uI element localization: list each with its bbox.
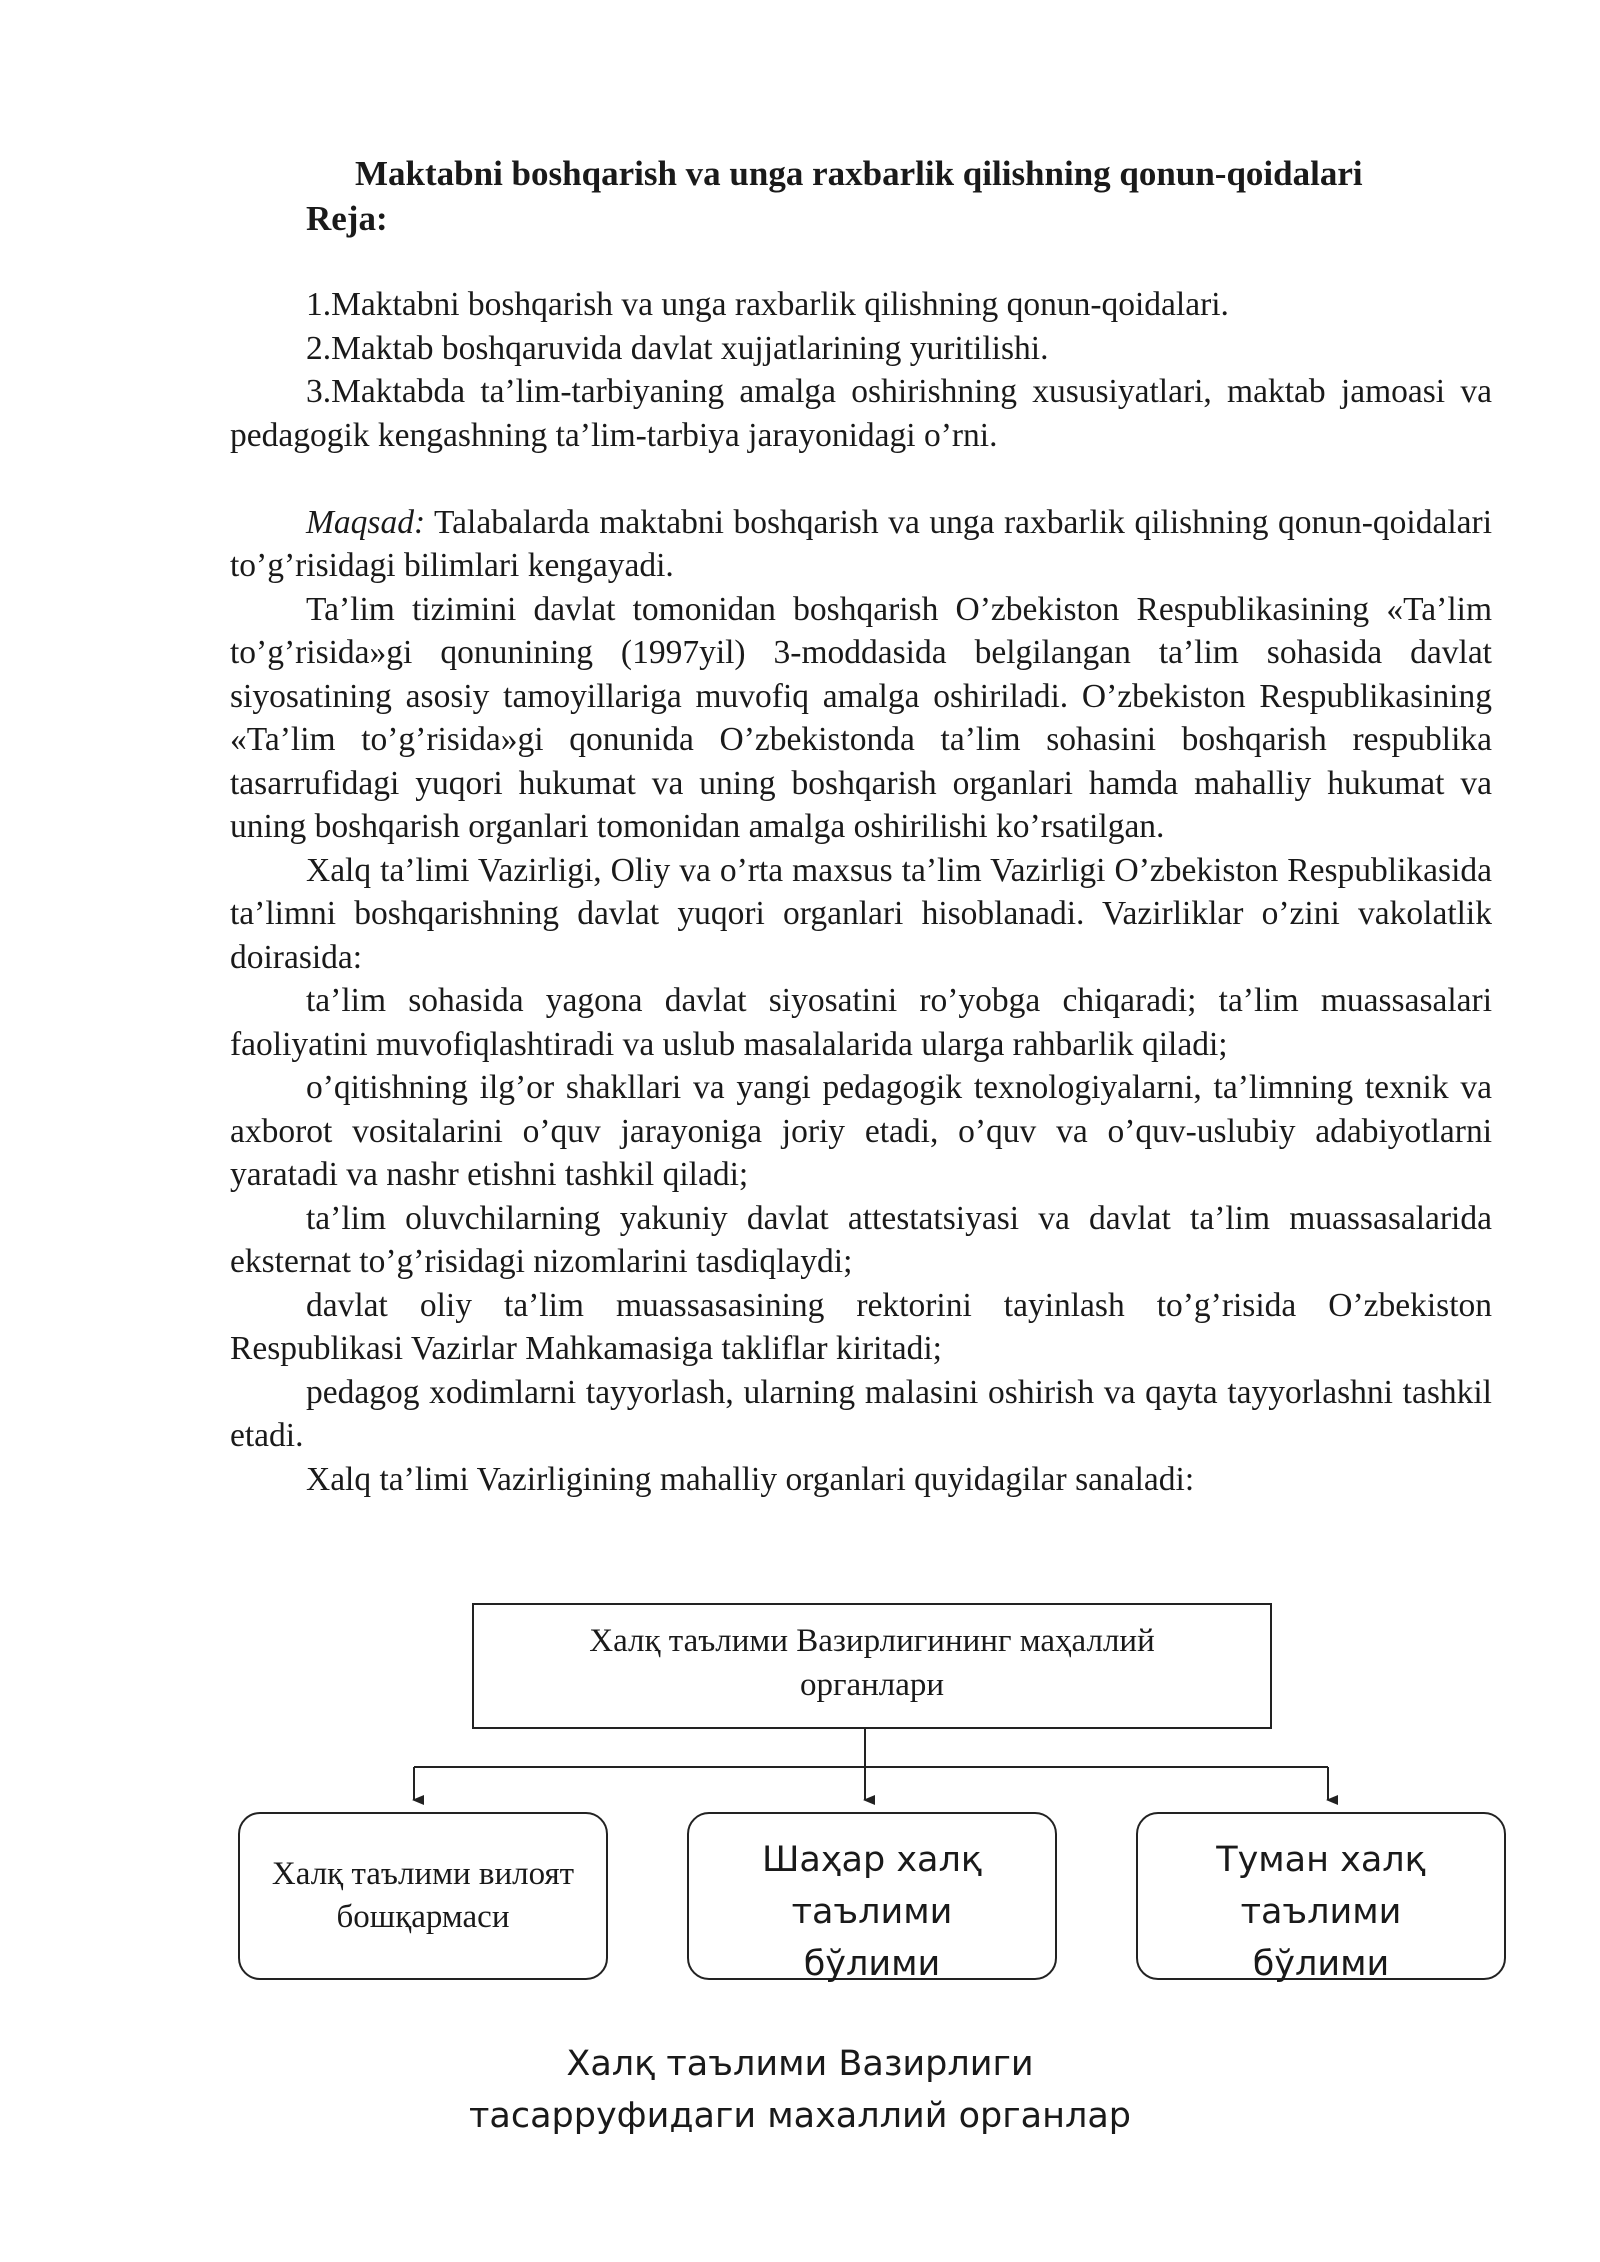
body-paragraph-2: Xalq ta’limi Vazirligi, Oliy va o’rta maxsus ta’lim Vazirligi O’zbekiston Respublikasida ta’limni boshqarishning davlat yuqori organlari hisoblanadi. Vazirliklar o’zini vakolatlik doirasida: [230, 851, 1492, 976]
plan-item-1: 1.Maktabni boshqarish va unga raxbarlik qilishning qonun-qoidalari. [306, 286, 1229, 323]
list-item-4: davlat oliy ta’lim muassasasining rektorini tayinlash to’g’risida O’zbekiston Respublikasi Vazirlar Mahkamasiga takliflar kiritadi; [230, 1286, 1492, 1367]
diagram-child-box-city [687, 1812, 1057, 1984]
plan-item-3: 3.Maktabda ta’lim-tarbiyaning amalga oshirishning xususiyatlari, maktab jamoasi va pedagogik kengashning ta’lim-tarbiya jarayonidagi o’rni. [230, 373, 1492, 454]
list-item-5: pedagog xodimlarni tayyorlash, ularning malasini oshirish va qayta tayyorlashni tashkil etadi. [230, 1373, 1492, 1454]
diagram-child-label-region: Халқ таълими вилоят бошқармаси [271, 1856, 575, 1935]
body-paragraph-1: Ta’lim tizimini davlat tomonidan boshqarish O’zbekiston Respublikasining «Ta’lim to’g’risida»gi qonunining (1997yil) 3-moddasida belgilangan ta’lim sohasida davlat siyosatining asosiy tamoyillariga muvofiq amalga oshiriladi. O’zbekiston Respublikasining «Ta’lim to’g’risida»gi qonunida O’zbekistonda ta’lim sohasini boshqarish respublika tasarrufidagi yuqori hukumat va uning boshqarish organlari hamda mahalliy hukumat va uning boshqarish organlari tomonidan amalga oshirilishi ko’rsatilgan. [230, 590, 1492, 845]
diagram-child-label-city: Шаҳар халқ таълими бўлими [761, 1840, 983, 1984]
diagram-root-box [472, 1603, 1272, 1729]
list-item-1: ta’lim sohasida yagona davlat siyosatini ro’yobga chiqaradi; ta’lim muassasalari faoliyatini muvofiqlashtiradi va uslub masalalarida ularga rahbarlik qiladi; [230, 982, 1492, 1063]
diagram-caption-line-1: Халқ таълими Вазирлиги [566, 2044, 1034, 2084]
body-paragraph-3: Xalq ta’limi Vazirligining mahalliy organlari quyidagilar sanaladi: [306, 1460, 1195, 1498]
diagram-child-box-region [238, 1812, 608, 1980]
list-item-3: ta’lim oluvchilarning yakuniy davlat attestatsiyasi va davlat ta’lim muassasalarida eksternat to’g’risidagi nizomlarini tasdiqlaydi; [230, 1199, 1492, 1280]
diagram-child-box-district [1136, 1812, 1506, 1984]
plan-heading: Reja: [306, 199, 388, 238]
goal-paragraph [230, 501, 1492, 588]
diagram-caption [300, 2038, 1300, 2142]
diagram-root-label: Халқ таълими Вазирлигининг маҳаллий органлари [589, 1623, 1155, 1703]
diagram-caption-line-2: тасарруфидаги махаллий органлар [468, 2096, 1131, 2136]
document-body [230, 283, 1492, 1501]
plan-item-2: 2.Maktab boshqaruvida davlat xujjatlarining yuritilishi. [306, 329, 1049, 367]
document-title: Maktabni boshqarish va unga raxbarlik qilishning qonun-qoidalari [355, 154, 1363, 193]
diagram-child-label-district: Туман халқ таълими бўлими [1216, 1840, 1426, 1984]
goal-label: Maqsad: [306, 503, 426, 541]
goal-text: Talabalarda maktabni boshqarish va unga raxbarlik qilishning qonun-qoidalari to’g’risidagi bilimlari kengayadi. [230, 503, 1492, 584]
list-item-2: o’qitishning ilg’or shakllari va yangi pedagogik texnologiyalarni, ta’limning texnik va axborot vositalarini o’quv jarayoniga joriy etadi, o’quv va o’quv-uslubiy adabiyotlarni yaratadi va nashr etishni tashkil qiladi; [230, 1069, 1492, 1193]
